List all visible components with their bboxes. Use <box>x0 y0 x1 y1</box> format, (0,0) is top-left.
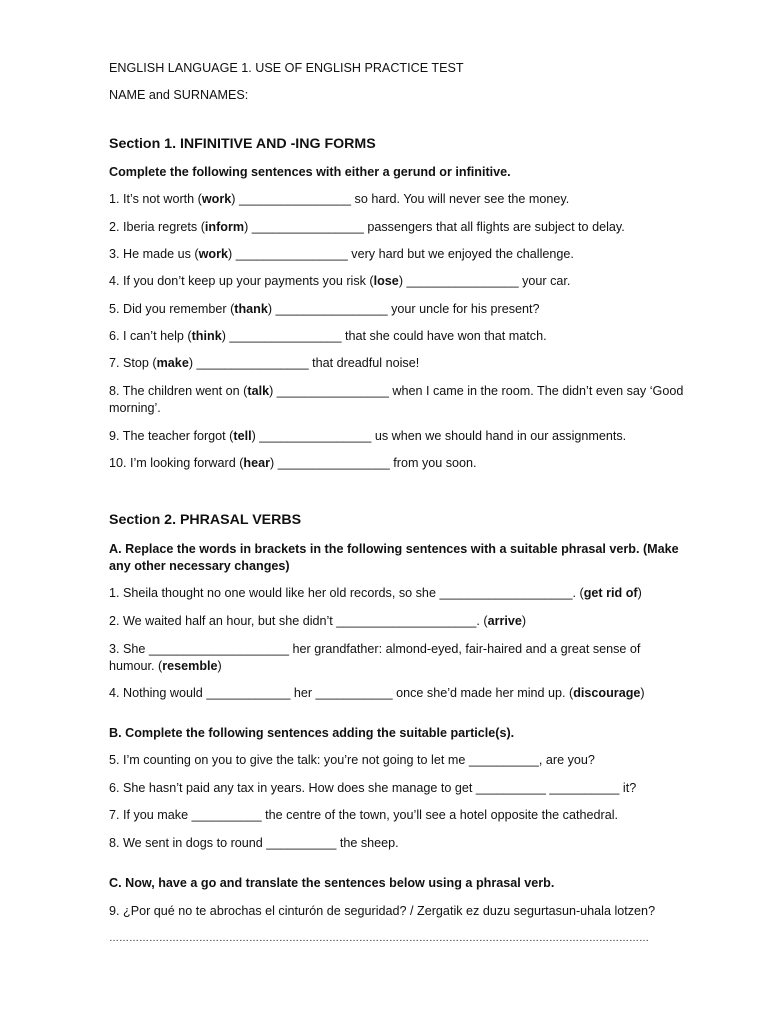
question-text: 6. I can’t help ( <box>109 329 192 343</box>
section2-partC-instruction: C. Now, have a go and translate the sentences below using a phrasal verb. <box>109 876 555 890</box>
s2-question-2 <box>109 613 684 630</box>
question-keyword: discourage <box>573 686 641 700</box>
question-keyword: arrive <box>487 614 522 628</box>
question-text: ) <box>640 686 645 700</box>
section2-title: Section 2. PHRASAL VERBS <box>109 512 302 528</box>
answer-line[interactable]: ……………………………………………………………………………………………………………………………………………… <box>109 933 649 944</box>
question-text: ) ________________ that she could have won that match. <box>221 329 547 343</box>
s1-question-4 <box>109 273 684 290</box>
s2-question-7: 7. If you make __________ the centre of the town, you’ll see a hotel opposite the cathedral. <box>109 808 618 822</box>
question-verb: thank <box>234 302 268 316</box>
s2-question-9: 9. ¿Por qué no te abrochas el cinturón de seguridad? / Zergatik ez duzu segurtasun-uhala lotzen? <box>109 904 656 918</box>
s2-question-3 <box>109 641 684 675</box>
s1-question-6 <box>109 328 684 345</box>
question-text: 1. Sheila thought no one would like her old records, so she ___________________. ( <box>109 586 584 600</box>
question-text: 3. She ____________________ her grandfather: almond-eyed, fair-haired and a great sense of humour. ( <box>109 642 641 673</box>
question-verb: lose <box>373 274 399 288</box>
question-text: 7. Stop ( <box>109 356 157 370</box>
question-text: 1. It’s not worth ( <box>109 192 202 206</box>
s2-question-6: 6. She hasn’t paid any tax in years. How does she manage to get __________ __________ it? <box>109 781 637 795</box>
question-keyword: resemble <box>162 659 218 673</box>
section2-partA-instruction: A. Replace the words in brackets in the following sentences with a suitable phrasal verb. (Make any other necessary changes) <box>109 542 679 573</box>
section1-instruction: Complete the following sentences with either a gerund or infinitive. <box>109 165 511 179</box>
question-verb: think <box>191 329 222 343</box>
s2-question-8: 8. We sent in dogs to round __________ the sheep. <box>109 836 399 850</box>
question-text: ) ________________ from you soon. <box>270 456 477 470</box>
question-text: ) ________________ your car. <box>398 274 571 288</box>
question-text: 8. The children went on ( <box>109 384 248 398</box>
question-text: 4. If you don’t keep up your payments you risk ( <box>109 274 374 288</box>
question-verb: work <box>201 192 232 206</box>
question-text: 9. The teacher forgot ( <box>109 429 234 443</box>
question-verb: work <box>198 247 229 261</box>
question-text: ) ________________ very hard but we enjoyed the challenge. <box>228 247 574 261</box>
question-text: 2. We waited half an hour, but she didn’t ____________________. ( <box>109 614 488 628</box>
question-text: ) ________________ that dreadful noise! <box>188 356 420 370</box>
question-text: 2. Iberia regrets ( <box>109 220 205 234</box>
question-verb: make <box>156 356 189 370</box>
s1-question-9 <box>109 428 684 445</box>
question-text: 10. I’m looking forward ( <box>109 456 244 470</box>
question-text: ) ________________ passengers that all flights are subject to delay. <box>244 220 625 234</box>
document-title: ENGLISH LANGUAGE 1. USE OF ENGLISH PRACTICE TEST <box>109 61 464 75</box>
question-text: ) ________________ when I came in the room. The didn’t even say ‘Good morning’. <box>109 384 684 415</box>
question-text: 5. Did you remember ( <box>109 302 235 316</box>
question-text: 3. He made us ( <box>109 247 199 261</box>
s1-question-10 <box>109 455 684 472</box>
s1-question-3 <box>109 246 684 263</box>
question-text: ) ________________ your uncle for his present? <box>267 302 540 316</box>
question-text: ) <box>637 586 642 600</box>
s1-question-5 <box>109 301 684 318</box>
s2-question-5: 5. I’m counting on you to give the talk: you’re not going to let me __________, are you? <box>109 753 595 767</box>
question-text: ) <box>521 614 527 628</box>
s2-question-4 <box>109 685 684 702</box>
s1-question-2 <box>109 219 684 236</box>
question-keyword: get rid of <box>583 586 638 600</box>
s1-question-1 <box>109 191 684 208</box>
s1-question-8 <box>109 383 684 417</box>
question-verb: talk <box>247 384 270 398</box>
question-verb: hear <box>243 456 270 470</box>
section2-partB-instruction: B. Complete the following sentences adding the suitable particle(s). <box>109 726 515 740</box>
question-verb: inform <box>204 220 245 234</box>
section1-title: Section 1. INFINITIVE AND -ING FORMS <box>109 136 376 152</box>
question-text: ) ________________ so hard. You will never see the money. <box>231 192 570 206</box>
question-text: 4. Nothing would ____________ her ___________ once she’d made her mind up. ( <box>109 686 574 700</box>
s1-question-7 <box>109 355 684 372</box>
name-label: NAME and SURNAMES: <box>109 88 249 102</box>
question-text: ) ________________ us when we should hand in our assignments. <box>251 429 627 443</box>
s2-question-1 <box>109 585 684 602</box>
question-verb: tell <box>233 429 252 443</box>
question-text: ) <box>217 659 222 673</box>
